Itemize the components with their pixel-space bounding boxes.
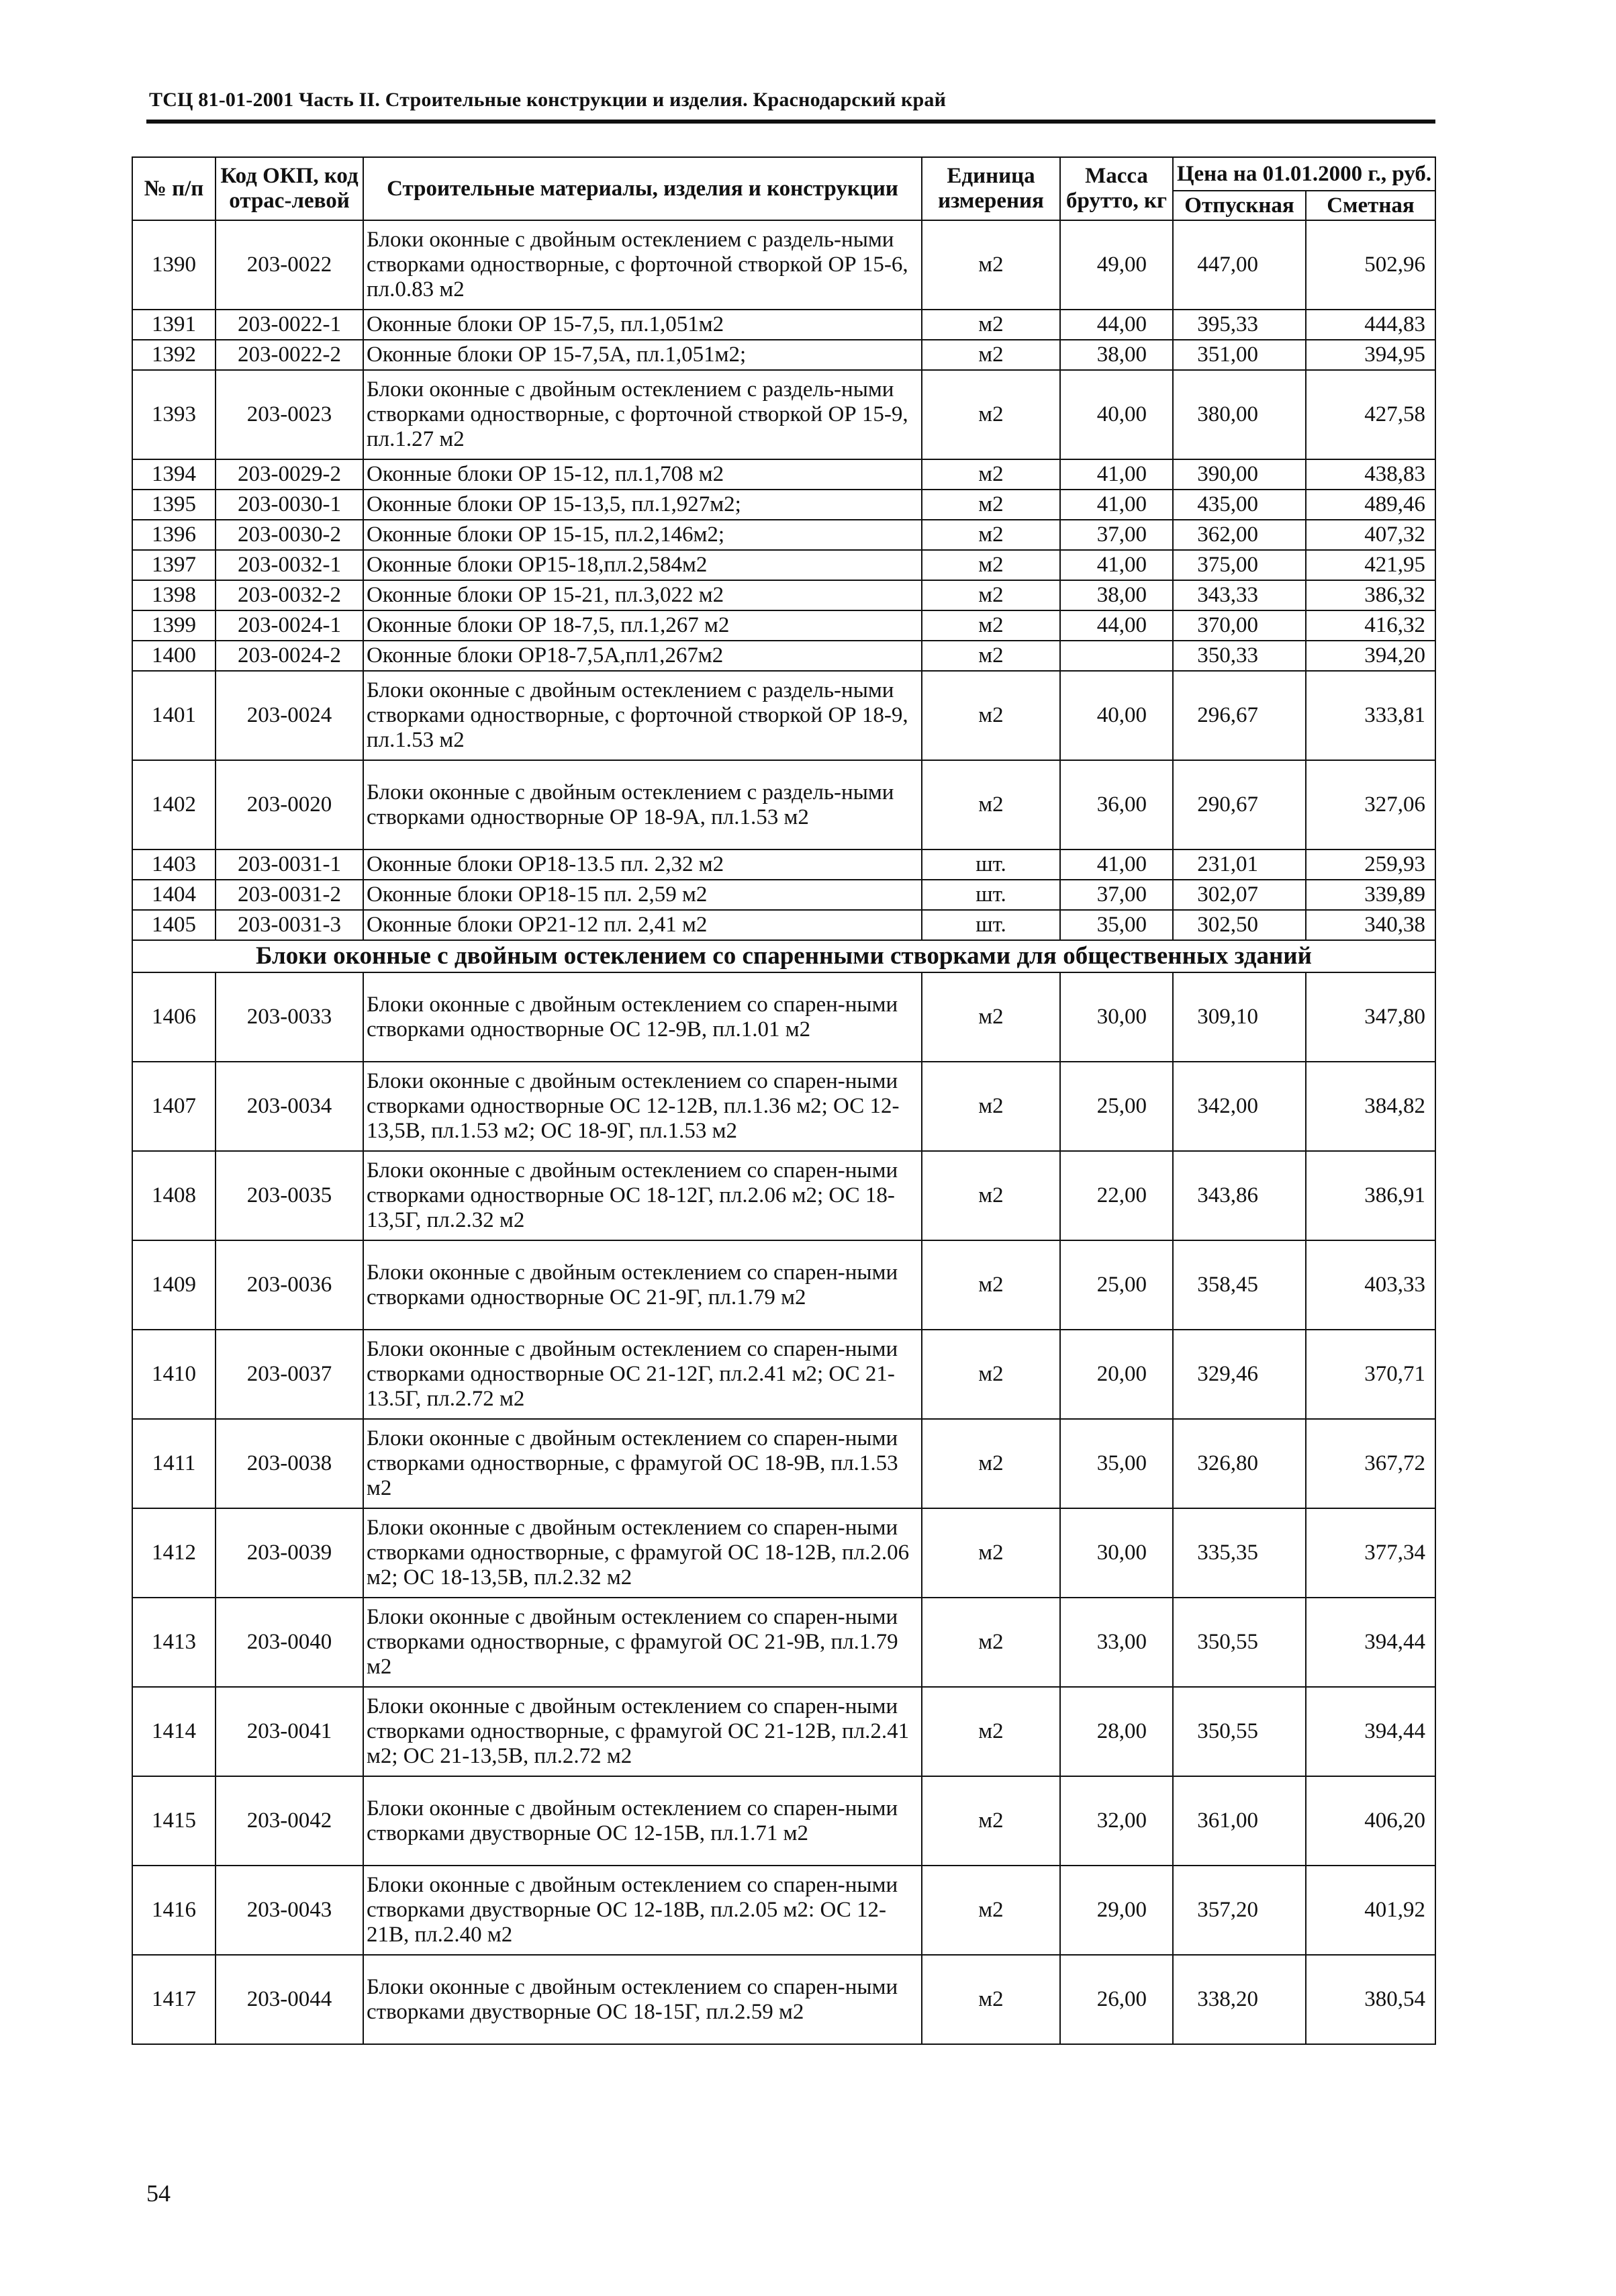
row-mass: 29,00 [1060, 1866, 1173, 1955]
col-header-mass: Масса брутто, кг [1060, 157, 1173, 220]
row-name: Блоки оконные с двойным остеклением со спарен-ными створками одностворные, с фрамугой ОС 18-9В, пл.1.53 м2 [363, 1419, 922, 1508]
row-price-estimate: 386,91 [1306, 1151, 1435, 1240]
row-number: 1407 [132, 1062, 216, 1151]
row-number: 1392 [132, 340, 216, 370]
row-unit: м2 [922, 671, 1060, 760]
row-code: 203-0037 [216, 1330, 363, 1419]
row-price-estimate: 380,54 [1306, 1955, 1435, 2044]
page-number: 54 [146, 2180, 171, 2207]
row-mass: 37,00 [1060, 520, 1173, 550]
row-price-estimate: 386,32 [1306, 580, 1435, 610]
row-unit: м2 [922, 1240, 1060, 1330]
row-price-estimate: 394,44 [1306, 1687, 1435, 1776]
row-number: 1416 [132, 1866, 216, 1955]
row-number: 1391 [132, 310, 216, 340]
row-number: 1401 [132, 671, 216, 760]
row-number: 1390 [132, 220, 216, 310]
row-price-estimate: 339,89 [1306, 880, 1435, 910]
row-number: 1415 [132, 1776, 216, 1866]
row-name: Оконные блоки ОР 15-7,5, пл.1,051м2 [363, 310, 922, 340]
row-mass: 35,00 [1060, 910, 1173, 940]
row-price-estimate: 407,32 [1306, 520, 1435, 550]
row-number: 1410 [132, 1330, 216, 1419]
row-number: 1417 [132, 1955, 216, 2044]
table-row [132, 641, 1435, 671]
row-price-estimate: 347,80 [1306, 972, 1435, 1062]
row-number: 1398 [132, 580, 216, 610]
row-price-release: 326,80 [1173, 1419, 1306, 1508]
row-price-estimate: 502,96 [1306, 220, 1435, 310]
page-header-title: ТСЦ 81-01-2001 Часть II. Строительные конструкции и изделия. Краснодарский край [149, 89, 947, 111]
row-mass: 37,00 [1060, 880, 1173, 910]
row-price-release: 357,20 [1173, 1866, 1306, 1955]
row-name: Блоки оконные с двойным остеклением со спарен-ными створками одностворные ОС 12-9В, пл.1.01 м2 [363, 972, 922, 1062]
row-price-release: 296,67 [1173, 671, 1306, 760]
row-mass: 41,00 [1060, 490, 1173, 520]
row-mass: 44,00 [1060, 610, 1173, 641]
row-price-release: 329,46 [1173, 1330, 1306, 1419]
row-price-estimate: 444,83 [1306, 310, 1435, 340]
col-header-price-release: Отпускная [1173, 191, 1306, 220]
row-code: 203-0042 [216, 1776, 363, 1866]
row-code: 203-0044 [216, 1955, 363, 2044]
row-code: 203-0040 [216, 1598, 363, 1687]
row-code: 203-0043 [216, 1866, 363, 1955]
row-price-release: 375,00 [1173, 550, 1306, 580]
row-mass: 25,00 [1060, 1240, 1173, 1330]
row-price-release: 350,55 [1173, 1687, 1306, 1776]
row-name: Оконные блоки ОР 15-15, пл.2,146м2; [363, 520, 922, 550]
row-name: Блоки оконные с двойным остеклением со спарен-ными створками одностворные, с фрамугой ОС 21-9В, пл.1.79 м2 [363, 1598, 922, 1687]
row-name: Блоки оконные с двойным остеклением со спарен-ными створками двустворные ОС 12-18В, пл.2.05 м2: ОС 12-21В, пл.2.40 м2 [363, 1866, 922, 1955]
row-name: Блоки оконные с двойным остеклением с раздель-ными створками одностворные, с форточной створкой ОР 15-9, пл.1.27 м2 [363, 370, 922, 459]
row-unit: м2 [922, 1866, 1060, 1955]
row-unit: м2 [922, 1062, 1060, 1151]
table-row [132, 220, 1435, 310]
row-price-estimate: 394,20 [1306, 641, 1435, 671]
table-row [132, 1151, 1435, 1240]
table-body-part1 [132, 220, 1435, 940]
row-price-release: 290,67 [1173, 760, 1306, 849]
row-name: Блоки оконные с двойным остеклением со спарен-ными створками одностворные ОС 18-12Г, пл.2.06 м2; ОС 18-13,5Г, пл.2.32 м2 [363, 1151, 922, 1240]
row-code: 203-0024-1 [216, 610, 363, 641]
row-number: 1395 [132, 490, 216, 520]
row-price-estimate: 340,38 [1306, 910, 1435, 940]
row-unit: м2 [922, 610, 1060, 641]
table-body-part2 [132, 972, 1435, 2044]
table-row [132, 671, 1435, 760]
row-number: 1411 [132, 1419, 216, 1508]
row-price-release: 358,45 [1173, 1240, 1306, 1330]
row-unit: м2 [922, 550, 1060, 580]
row-price-release: 302,50 [1173, 910, 1306, 940]
row-price-estimate: 259,93 [1306, 849, 1435, 880]
row-code: 203-0022-1 [216, 310, 363, 340]
table-row [132, 910, 1435, 940]
row-code: 203-0024 [216, 671, 363, 760]
row-unit: м2 [922, 1687, 1060, 1776]
row-price-release: 395,33 [1173, 310, 1306, 340]
row-unit: м2 [922, 370, 1060, 459]
row-number: 1400 [132, 641, 216, 671]
row-unit: м2 [922, 1330, 1060, 1419]
row-name: Блоки оконные с двойным остеклением с раздель-ными створками одностворные ОР 18-9А, пл.1.53 м2 [363, 760, 922, 849]
row-name: Оконные блоки ОР18-7,5А,пл1,267м2 [363, 641, 922, 671]
header-divider [146, 120, 1435, 124]
row-unit: м2 [922, 1508, 1060, 1598]
row-number: 1408 [132, 1151, 216, 1240]
row-number: 1403 [132, 849, 216, 880]
section-title: Блоки оконные с двойным остеклением со спаренными створками для общественных зданий [132, 940, 1435, 972]
col-header-price-group: Цена на 01.01.2000 г., руб. [1173, 157, 1435, 191]
row-price-estimate: 394,95 [1306, 340, 1435, 370]
table-row [132, 459, 1435, 490]
row-unit: шт. [922, 880, 1060, 910]
row-unit: м2 [922, 459, 1060, 490]
table-row [132, 849, 1435, 880]
row-price-release: 361,00 [1173, 1776, 1306, 1866]
row-price-estimate: 333,81 [1306, 671, 1435, 760]
table-row [132, 310, 1435, 340]
row-name: Блоки оконные с двойным остеклением со спарен-ными створками одностворные ОС 12-12В, пл.1.36 м2; ОС 12-13,5В, пл.1.53 м2; ОС 18-9Г, пл.1.53 м2 [363, 1062, 922, 1151]
row-code: 203-0035 [216, 1151, 363, 1240]
row-price-release: 231,01 [1173, 849, 1306, 880]
row-number: 1396 [132, 520, 216, 550]
row-unit: м2 [922, 1955, 1060, 2044]
table-row [132, 1419, 1435, 1508]
row-name: Оконные блоки ОР 15-12, пл.1,708 м2 [363, 459, 922, 490]
row-price-release: 447,00 [1173, 220, 1306, 310]
row-number: 1414 [132, 1687, 216, 1776]
row-code: 203-0034 [216, 1062, 363, 1151]
row-mass: 40,00 [1060, 370, 1173, 459]
row-unit: м2 [922, 520, 1060, 550]
row-price-release: 342,00 [1173, 1062, 1306, 1151]
row-code: 203-0031-3 [216, 910, 363, 940]
row-price-estimate: 416,32 [1306, 610, 1435, 641]
row-price-estimate: 370,71 [1306, 1330, 1435, 1419]
row-price-estimate: 394,44 [1306, 1598, 1435, 1687]
table-row [132, 1866, 1435, 1955]
col-header-code: Код ОКП, код отрас-левой [216, 157, 363, 220]
row-code: 203-0041 [216, 1687, 363, 1776]
row-number: 1393 [132, 370, 216, 459]
row-mass: 33,00 [1060, 1598, 1173, 1687]
row-code: 203-0038 [216, 1419, 363, 1508]
table-row [132, 1330, 1435, 1419]
row-code: 203-0031-1 [216, 849, 363, 880]
row-price-release: 338,20 [1173, 1955, 1306, 2044]
row-number: 1397 [132, 550, 216, 580]
row-price-release: 380,00 [1173, 370, 1306, 459]
row-mass: 32,00 [1060, 1776, 1173, 1866]
table-row [132, 580, 1435, 610]
row-price-estimate: 403,33 [1306, 1240, 1435, 1330]
row-price-estimate: 327,06 [1306, 760, 1435, 849]
row-code: 203-0031-2 [216, 880, 363, 910]
table-row [132, 880, 1435, 910]
table-row [132, 1776, 1435, 1866]
row-unit: м2 [922, 972, 1060, 1062]
row-price-release: 351,00 [1173, 340, 1306, 370]
row-price-estimate: 377,34 [1306, 1508, 1435, 1598]
table-row [132, 370, 1435, 459]
table-row [132, 1687, 1435, 1776]
row-name: Блоки оконные с двойным остеклением с раздель-ными створками одностворные, с форточной створкой ОР 15-6, пл.0.83 м2 [363, 220, 922, 310]
row-mass: 41,00 [1060, 459, 1173, 490]
row-name: Блоки оконные с двойным остеклением со спарен-ными створками одностворные, с фрамугой ОС 21-12В, пл.2.41 м2; ОС 21-13,5В, пл.2.72 м2 [363, 1687, 922, 1776]
row-unit: м2 [922, 1151, 1060, 1240]
table-row [132, 1508, 1435, 1598]
row-mass: 20,00 [1060, 1330, 1173, 1419]
table-row [132, 1598, 1435, 1687]
row-unit: м2 [922, 1598, 1060, 1687]
table-row [132, 1955, 1435, 2044]
row-price-release: 335,35 [1173, 1508, 1306, 1598]
row-mass: 22,00 [1060, 1151, 1173, 1240]
row-price-release: 309,10 [1173, 972, 1306, 1062]
row-price-estimate: 438,83 [1306, 459, 1435, 490]
row-code: 203-0030-2 [216, 520, 363, 550]
col-header-num: № п/п [132, 157, 216, 220]
row-price-estimate: 401,92 [1306, 1866, 1435, 1955]
row-code: 203-0033 [216, 972, 363, 1062]
row-name: Блоки оконные с двойным остеклением со спарен-ными створками двустворные ОС 18-15Г, пл.2.59 м2 [363, 1955, 922, 2044]
row-code: 203-0022-2 [216, 340, 363, 370]
row-number: 1406 [132, 972, 216, 1062]
row-mass: 30,00 [1060, 972, 1173, 1062]
row-unit: м2 [922, 340, 1060, 370]
row-code: 203-0032-1 [216, 550, 363, 580]
row-code: 203-0039 [216, 1508, 363, 1598]
row-unit: м2 [922, 310, 1060, 340]
row-name: Оконные блоки ОР15-18,пл.2,584м2 [363, 550, 922, 580]
row-mass: 38,00 [1060, 340, 1173, 370]
col-header-price-estimate: Сметная [1306, 191, 1435, 220]
row-mass: 36,00 [1060, 760, 1173, 849]
row-price-estimate: 406,20 [1306, 1776, 1435, 1866]
section-heading-body [132, 940, 1435, 972]
row-unit: шт. [922, 910, 1060, 940]
row-mass: 38,00 [1060, 580, 1173, 610]
table-row [132, 1240, 1435, 1330]
row-name: Блоки оконные с двойным остеклением со спарен-ными створками двустворные ОС 12-15В, пл.1.71 м2 [363, 1776, 922, 1866]
table-row [132, 760, 1435, 849]
price-table [132, 156, 1436, 2045]
row-mass: 49,00 [1060, 220, 1173, 310]
row-mass: 26,00 [1060, 1955, 1173, 2044]
row-price-release: 343,33 [1173, 580, 1306, 610]
table-row [132, 520, 1435, 550]
col-header-unit: Единица измерения [922, 157, 1060, 220]
table-row [132, 490, 1435, 520]
row-code: 203-0032-2 [216, 580, 363, 610]
table-row [132, 610, 1435, 641]
row-price-release: 435,00 [1173, 490, 1306, 520]
row-name: Оконные блоки ОР18-15 пл. 2,59 м2 [363, 880, 922, 910]
row-code: 203-0030-1 [216, 490, 363, 520]
row-unit: м2 [922, 641, 1060, 671]
row-price-release: 343,86 [1173, 1151, 1306, 1240]
row-price-estimate: 427,58 [1306, 370, 1435, 459]
row-mass: 41,00 [1060, 849, 1173, 880]
row-unit: м2 [922, 490, 1060, 520]
row-unit: м2 [922, 580, 1060, 610]
row-name: Оконные блоки ОР 18-7,5, пл.1,267 м2 [363, 610, 922, 641]
row-price-estimate: 367,72 [1306, 1419, 1435, 1508]
price-table-container [132, 156, 1435, 2045]
row-mass: 35,00 [1060, 1419, 1173, 1508]
row-price-release: 350,55 [1173, 1598, 1306, 1687]
row-code: 203-0036 [216, 1240, 363, 1330]
row-code: 203-0022 [216, 220, 363, 310]
table-row [132, 1062, 1435, 1151]
row-name: Блоки оконные с двойным остеклением с раздель-ными створками одностворные, с форточной створкой ОР 18-9, пл.1.53 м2 [363, 671, 922, 760]
table-row [132, 340, 1435, 370]
row-name: Оконные блоки ОР 15-21, пл.3,022 м2 [363, 580, 922, 610]
row-name: Оконные блоки ОР 15-13,5, пл.1,927м2; [363, 490, 922, 520]
row-name: Оконные блоки ОР18-13.5 пл. 2,32 м2 [363, 849, 922, 880]
row-price-estimate: 384,82 [1306, 1062, 1435, 1151]
row-mass [1060, 641, 1173, 671]
row-number: 1412 [132, 1508, 216, 1598]
row-name: Оконные блоки ОР21-12 пл. 2,41 м2 [363, 910, 922, 940]
table-row [132, 972, 1435, 1062]
row-price-release: 350,33 [1173, 641, 1306, 671]
row-code: 203-0020 [216, 760, 363, 849]
row-name: Блоки оконные с двойным остеклением со спарен-ными створками одностворные ОС 21-12Г, пл.2.41 м2; ОС 21-13.5Г, пл.2.72 м2 [363, 1330, 922, 1419]
row-name: Блоки оконные с двойным остеклением со спарен-ными створками одностворные, с фрамугой ОС 18-12В, пл.2.06 м2; ОС 18-13,5В, пл.2.32 м2 [363, 1508, 922, 1598]
row-mass: 40,00 [1060, 671, 1173, 760]
row-mass: 28,00 [1060, 1687, 1173, 1776]
row-number: 1402 [132, 760, 216, 849]
row-price-estimate: 489,46 [1306, 490, 1435, 520]
row-number: 1399 [132, 610, 216, 641]
row-number: 1404 [132, 880, 216, 910]
row-mass: 25,00 [1060, 1062, 1173, 1151]
row-name: Оконные блоки ОР 15-7,5А, пл.1,051м2; [363, 340, 922, 370]
table-header [132, 157, 1435, 220]
row-mass: 30,00 [1060, 1508, 1173, 1598]
row-number: 1409 [132, 1240, 216, 1330]
row-unit: м2 [922, 1776, 1060, 1866]
row-code: 203-0029-2 [216, 459, 363, 490]
row-code: 203-0023 [216, 370, 363, 459]
row-number: 1413 [132, 1598, 216, 1687]
row-price-release: 390,00 [1173, 459, 1306, 490]
row-number: 1394 [132, 459, 216, 490]
col-header-name: Строительные материалы, изделия и конструкции [363, 157, 922, 220]
row-price-release: 370,00 [1173, 610, 1306, 641]
row-mass: 44,00 [1060, 310, 1173, 340]
row-unit: м2 [922, 1419, 1060, 1508]
row-unit: шт. [922, 849, 1060, 880]
row-unit: м2 [922, 220, 1060, 310]
row-name: Блоки оконные с двойным остеклением со спарен-ными створками одностворные ОС 21-9Г, пл.1.79 м2 [363, 1240, 922, 1330]
row-code: 203-0024-2 [216, 641, 363, 671]
row-price-estimate: 421,95 [1306, 550, 1435, 580]
row-mass: 41,00 [1060, 550, 1173, 580]
row-price-release: 362,00 [1173, 520, 1306, 550]
row-price-release: 302,07 [1173, 880, 1306, 910]
row-number: 1405 [132, 910, 216, 940]
row-unit: м2 [922, 760, 1060, 849]
table-row [132, 550, 1435, 580]
